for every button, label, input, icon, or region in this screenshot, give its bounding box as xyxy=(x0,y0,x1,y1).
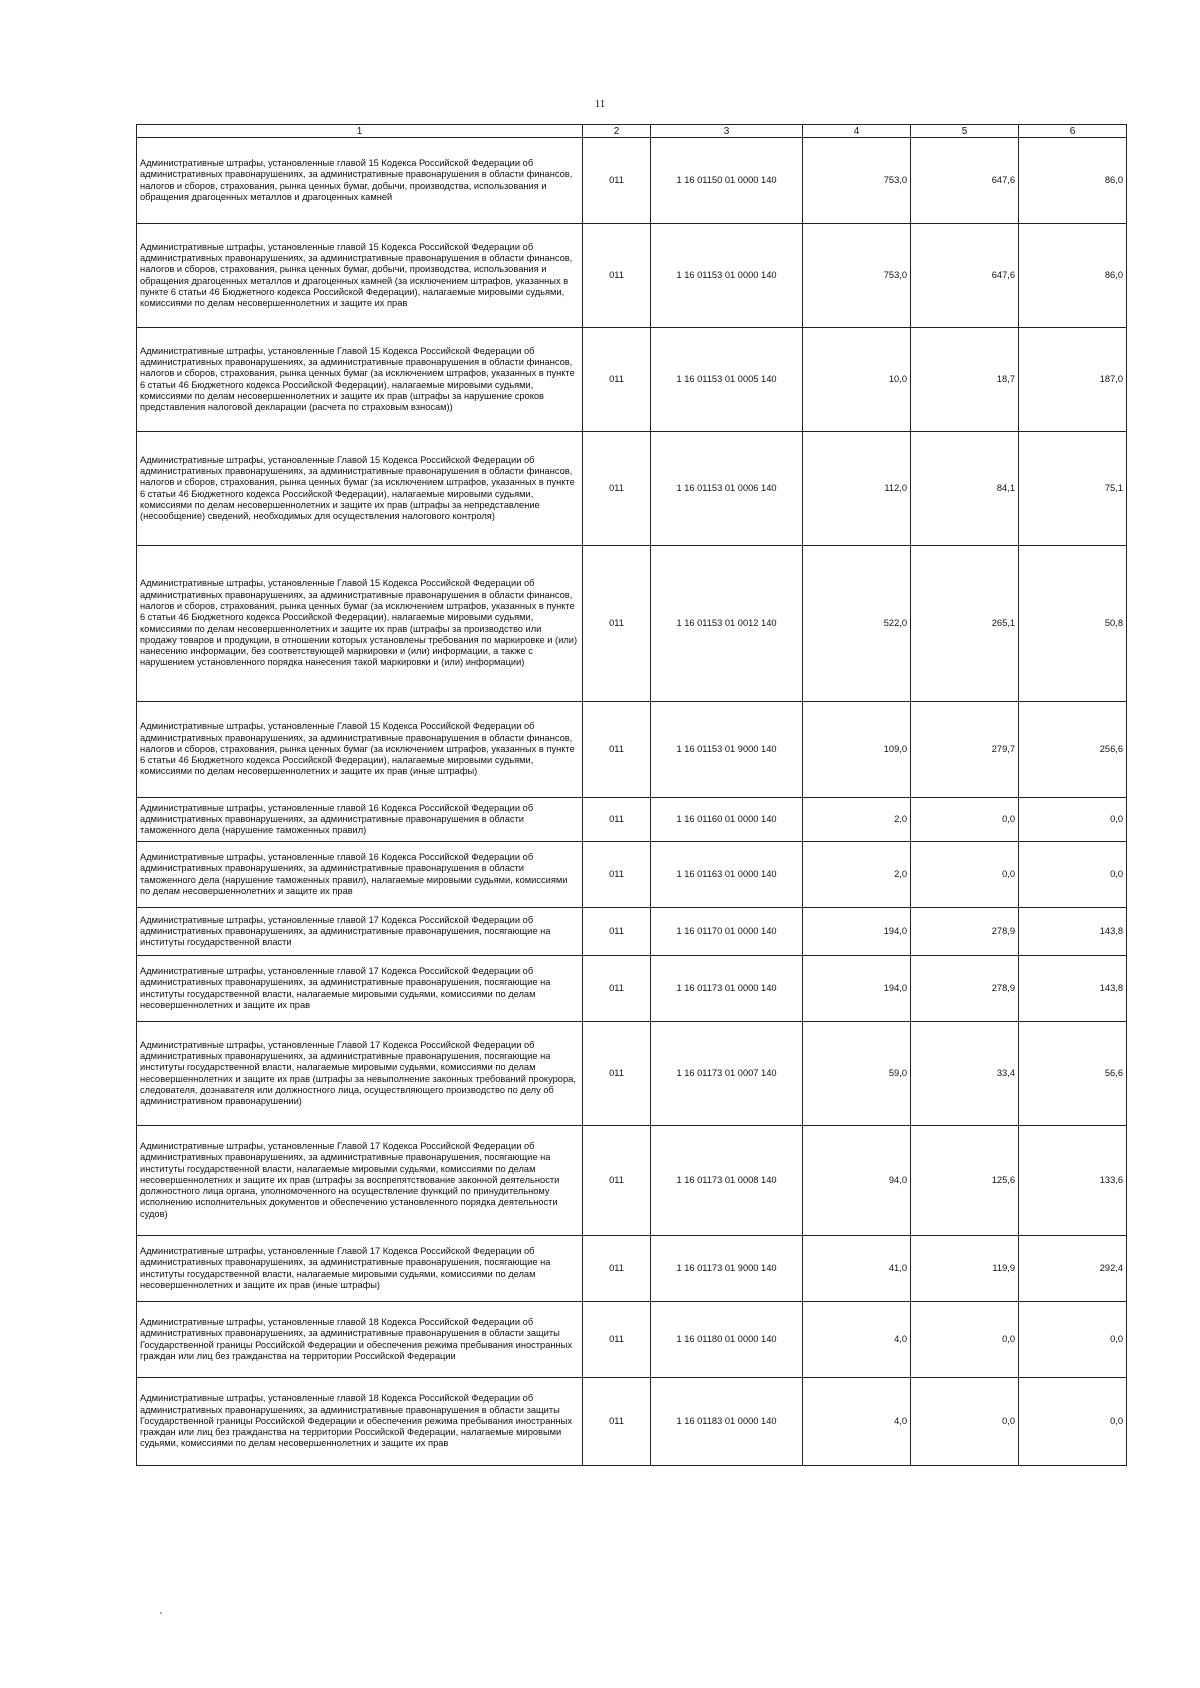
table-row xyxy=(137,798,1127,842)
income-name-cell: Административные штрафы, установленные Главой 15 Кодекса Российской Федерации об административных правонарушениях, за административные правонарушения в области финансов, налогов и сборов, страхования, рынка ценных бумаг (за исключением штрафов, указанных в пункте 6 статьи 46 Бюджетного кодекса Российской Федерации), налагаемые мировыми судьями, комиссиями по делам несовершеннолетних и защите их прав (штрафы за производство или продажу товаров и продукции, в отношении которых установлены требования по маркировке и (или) нанесению информации, без соответствующей маркировки и (или) информации, а также с нарушением установленного порядка нанесения такой маркировки и (или) информации) xyxy=(137,546,583,702)
amount-col6-cell: 0,0 xyxy=(1019,798,1127,842)
table-row xyxy=(137,1236,1127,1302)
admin-code-cell: 011 xyxy=(583,1126,651,1236)
admin-code-cell: 011 xyxy=(583,702,651,798)
amount-col6-cell: 75,1 xyxy=(1019,432,1127,546)
column-header-6: 6 xyxy=(1019,125,1127,138)
column-header-5: 5 xyxy=(911,125,1019,138)
budget-code-cell: 1 16 01173 01 0000 140 xyxy=(651,956,803,1022)
amount-col4-cell: 522,0 xyxy=(803,546,911,702)
budget-code-cell: 1 16 01173 01 0008 140 xyxy=(651,1126,803,1236)
income-name-cell: Административные штрафы, установленные главой 16 Кодекса Российской Федерации об административных правонарушениях, за административные правонарушения в области таможенного дела (нарушение таможенных правил) xyxy=(137,798,583,842)
amount-col4-cell: 109,0 xyxy=(803,702,911,798)
amount-col5-cell: 0,0 xyxy=(911,1302,1019,1378)
amount-col5-cell: 279,7 xyxy=(911,702,1019,798)
table-row xyxy=(137,138,1127,224)
table-row xyxy=(137,546,1127,702)
amount-col4-cell: 194,0 xyxy=(803,908,911,956)
amount-col5-cell: 647,6 xyxy=(911,224,1019,328)
amount-col5-cell: 647,6 xyxy=(911,138,1019,224)
amount-col5-cell: 278,9 xyxy=(911,908,1019,956)
income-name-cell: Административные штрафы, установленные главой 18 Кодекса Российской Федерации об административных правонарушениях, за административные правонарушения в области защиты Государственной границы Российской Федерации и обеспечения режима пребывания иностранных граждан или лиц без гражданства на территории Российской Федерации xyxy=(137,1302,583,1378)
admin-code-cell: 011 xyxy=(583,908,651,956)
amount-col4-cell: 10,0 xyxy=(803,328,911,432)
budget-code-cell: 1 16 01170 01 0000 140 xyxy=(651,908,803,956)
income-name-cell: Административные штрафы, установленные главой 15 Кодекса Российской Федерации об административных правонарушениях, за административные правонарушения в области финансов, налогов и сборов, страхования, рынка ценных бумаг, добычи, производства, использования и обращения драгоценных металлов и драгоценных камней xyxy=(137,138,583,224)
budget-code-cell: 1 16 01153 01 0006 140 xyxy=(651,432,803,546)
budget-code-cell: 1 16 01153 01 0000 140 xyxy=(651,224,803,328)
amount-col5-cell: 125,6 xyxy=(911,1126,1019,1236)
table-row xyxy=(137,702,1127,798)
income-name-cell: Административные штрафы, установленные Главой 15 Кодекса Российской Федерации об административных правонарушениях, за административные правонарушения в области финансов, налогов и сборов, страхования, рынка ценных бумаг (за исключением штрафов, указанных в пункте 6 статьи 46 Бюджетного кодекса Российской Федерации), налагаемые мировыми судьями, комиссиями по делам несовершеннолетних и защите их прав (штрафы за непредставление (несообщение) сведений, необходимых для осуществления налогового контроля) xyxy=(137,432,583,546)
amount-col4-cell: 41,0 xyxy=(803,1236,911,1302)
table-row xyxy=(137,842,1127,908)
column-header-2: 2 xyxy=(583,125,651,138)
page-number: 11 xyxy=(594,98,606,110)
table-row xyxy=(137,1126,1127,1236)
table-row xyxy=(137,908,1127,956)
budget-code-cell: 1 16 01153 01 0012 140 xyxy=(651,546,803,702)
admin-code-cell: 011 xyxy=(583,546,651,702)
amount-col4-cell: 94,0 xyxy=(803,1126,911,1236)
amount-col4-cell: 4,0 xyxy=(803,1378,911,1466)
income-name-cell: Административные штрафы, установленные Главой 17 Кодекса Российской Федерации об административных правонарушениях, за административные правонарушения, посягающие на институты государственной власти, налагаемые мировыми судьями, комиссиями по делам несовершеннолетних и защите их прав (иные штрафы) xyxy=(137,1236,583,1302)
amount-col4-cell: 59,0 xyxy=(803,1022,911,1126)
admin-code-cell: 011 xyxy=(583,1022,651,1126)
admin-code-cell: 011 xyxy=(583,432,651,546)
table-row xyxy=(137,1302,1127,1378)
amount-col4-cell: 2,0 xyxy=(803,798,911,842)
amount-col4-cell: 112,0 xyxy=(803,432,911,546)
amount-col5-cell: 265,1 xyxy=(911,546,1019,702)
amount-col4-cell: 2,0 xyxy=(803,842,911,908)
table-row xyxy=(137,956,1127,1022)
amount-col5-cell: 33,4 xyxy=(911,1022,1019,1126)
revenue-table xyxy=(136,124,1127,1466)
income-name-cell: Административные штрафы, установленные Главой 15 Кодекса Российской Федерации об административных правонарушениях, за административные правонарушения в области финансов, налогов и сборов, страхования, рынка ценных бумаг (за исключением штрафов, указанных в пункте 6 статьи 46 Бюджетного кодекса Российской Федерации), налагаемые мировыми судьями, комиссиями по делам несовершеннолетних и защите их прав (иные штрафы) xyxy=(137,702,583,798)
amount-col6-cell: 50,8 xyxy=(1019,546,1127,702)
admin-code-cell: 011 xyxy=(583,138,651,224)
amount-col6-cell: 143,8 xyxy=(1019,956,1127,1022)
column-number-row xyxy=(137,125,1127,138)
amount-col6-cell: 86,0 xyxy=(1019,224,1127,328)
scan-artifact xyxy=(160,1612,162,1614)
table-row xyxy=(137,1022,1127,1126)
amount-col6-cell: 56,6 xyxy=(1019,1022,1127,1126)
table-row xyxy=(137,328,1127,432)
amount-col4-cell: 753,0 xyxy=(803,138,911,224)
column-header-4: 4 xyxy=(803,125,911,138)
amount-col5-cell: 0,0 xyxy=(911,842,1019,908)
table-row xyxy=(137,1378,1127,1466)
budget-code-cell: 1 16 01183 01 0000 140 xyxy=(651,1378,803,1466)
column-header-3: 3 xyxy=(651,125,803,138)
amount-col6-cell: 256,6 xyxy=(1019,702,1127,798)
income-name-cell: Административные штрафы, установленные Главой 15 Кодекса Российской Федерации об административных правонарушениях, за административные правонарушения в области финансов, налогов и сборов, страхования, рынка ценных бумаг (за исключением штрафов, указанных в пункте 6 статьи 46 Бюджетного кодекса Российской Федерации), налагаемые мировыми судьями, комиссиями по делам несовершеннолетних и защите их прав (штрафы за нарушение сроков представления налоговой декларации (расчета по страховым взносам)) xyxy=(137,328,583,432)
amount-col5-cell: 0,0 xyxy=(911,1378,1019,1466)
amount-col6-cell: 187,0 xyxy=(1019,328,1127,432)
income-name-cell: Административные штрафы, установленные главой 16 Кодекса Российской Федерации об административных правонарушениях, за административные правонарушения в области таможенного дела (нарушение таможенных правил), налагаемые мировыми судьями, комиссиями по делам несовершеннолетних и защите их прав xyxy=(137,842,583,908)
amount-col5-cell: 84,1 xyxy=(911,432,1019,546)
budget-code-cell: 1 16 01173 01 9000 140 xyxy=(651,1236,803,1302)
admin-code-cell: 011 xyxy=(583,956,651,1022)
amount-col6-cell: 0,0 xyxy=(1019,1378,1127,1466)
amount-col5-cell: 0,0 xyxy=(911,798,1019,842)
amount-col5-cell: 278,9 xyxy=(911,956,1019,1022)
amount-col6-cell: 0,0 xyxy=(1019,1302,1127,1378)
admin-code-cell: 011 xyxy=(583,224,651,328)
income-name-cell: Административные штрафы, установленные главой 17 Кодекса Российской Федерации об административных правонарушениях, за административные правонарушения, посягающие на институты государственной власти xyxy=(137,908,583,956)
budget-code-cell: 1 16 01150 01 0000 140 xyxy=(651,138,803,224)
amount-col4-cell: 194,0 xyxy=(803,956,911,1022)
amount-col6-cell: 133,6 xyxy=(1019,1126,1127,1236)
admin-code-cell: 011 xyxy=(583,1302,651,1378)
budget-code-cell: 1 16 01153 01 0005 140 xyxy=(651,328,803,432)
table-row xyxy=(137,432,1127,546)
budget-code-cell: 1 16 01153 01 9000 140 xyxy=(651,702,803,798)
amount-col5-cell: 119,9 xyxy=(911,1236,1019,1302)
income-name-cell: Административные штрафы, установленные главой 15 Кодекса Российской Федерации об административных правонарушениях, за административные правонарушения в области финансов, налогов и сборов, страхования, рынка ценных бумаг, добычи, производства, использования и обращения драгоценных металлов и драгоценных камней (за исключением штрафов, указанных в пункте 6 статьи 46 Бюджетного кодекса Российской Федерации), налагаемые мировыми судьями, комиссиями по делам несовершеннолетних и защите их прав xyxy=(137,224,583,328)
admin-code-cell: 011 xyxy=(583,1236,651,1302)
table-row xyxy=(137,224,1127,328)
budget-code-cell: 1 16 01180 01 0000 140 xyxy=(651,1302,803,1378)
amount-col6-cell: 86,0 xyxy=(1019,138,1127,224)
column-header-1: 1 xyxy=(137,125,583,138)
amount-col4-cell: 753,0 xyxy=(803,224,911,328)
admin-code-cell: 011 xyxy=(583,798,651,842)
amount-col6-cell: 0,0 xyxy=(1019,842,1127,908)
income-name-cell: Административные штрафы, установленные Главой 17 Кодекса Российской Федерации об административных правонарушениях, за административные правонарушения, посягающие на институты государственной власти, налагаемые мировыми судьями, комиссиями по делам несовершеннолетних и защите их прав (штрафы за невыполнение законных требований прокурора, следователя, дознавателя или должностного лица, осуществляющего производство по делу об административном правонарушении) xyxy=(137,1022,583,1126)
budget-code-cell: 1 16 01160 01 0000 140 xyxy=(651,798,803,842)
admin-code-cell: 011 xyxy=(583,328,651,432)
amount-col6-cell: 143,8 xyxy=(1019,908,1127,956)
amount-col6-cell: 292,4 xyxy=(1019,1236,1127,1302)
admin-code-cell: 011 xyxy=(583,1378,651,1466)
budget-code-cell: 1 16 01173 01 0007 140 xyxy=(651,1022,803,1126)
table-body xyxy=(137,125,1127,1466)
admin-code-cell: 011 xyxy=(583,842,651,908)
income-name-cell: Административные штрафы, установленные Главой 17 Кодекса Российской Федерации об административных правонарушениях, за административные правонарушения, посягающие на институты государственной власти, налагаемые мировыми судьями, комиссиями по делам несовершеннолетних и защите их прав (штрафы за воспрепятствование законной деятельности должностного лица органа, уполномоченного на осуществление функций по принудительному исполнению исполнительных документов и обеспечению установленного порядка деятельности судов) xyxy=(137,1126,583,1236)
amount-col5-cell: 18,7 xyxy=(911,328,1019,432)
income-name-cell: Административные штрафы, установленные главой 18 Кодекса Российской Федерации об административных правонарушениях, за административные правонарушения в области защиты Государственной границы Российской Федерации и обеспечения режима пребывания иностранных граждан или лиц без гражданства на территории Российской Федерации, налагаемые мировыми судьями, комиссиями по делам несовершеннолетних и защите их прав xyxy=(137,1378,583,1466)
income-name-cell: Административные штрафы, установленные главой 17 Кодекса Российской Федерации об административных правонарушениях, за административные правонарушения, посягающие на институты государственной власти, налагаемые мировыми судьями, комиссиями по делам несовершеннолетних и защите их прав xyxy=(137,956,583,1022)
amount-col4-cell: 4,0 xyxy=(803,1302,911,1378)
budget-code-cell: 1 16 01163 01 0000 140 xyxy=(651,842,803,908)
